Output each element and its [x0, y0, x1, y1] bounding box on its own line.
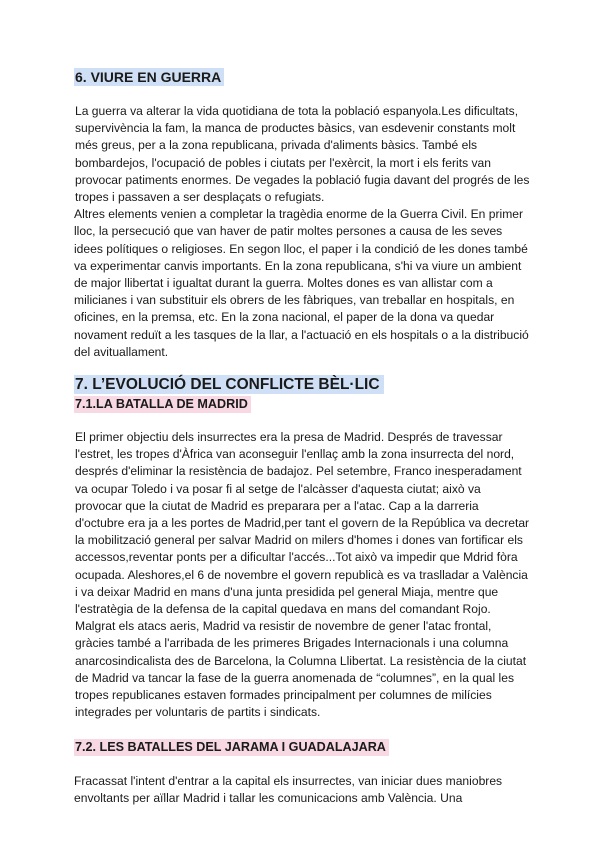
subsection-7-2-heading-wrap	[74, 738, 530, 756]
subsection-7-1-paragraph: El primer objectiu dels insurrectes era la presa de Madrid. Després de travessar l'estret, les tropes d'Àfrica van aconseguir l'enllaç amb la zona insurrecta del nord, després d'eliminar la resistència de badajoz. Pel setembre, Franco inesperadament va ocupar Toledo i va posar fi al setge de l'alcàsser d'aquesta ciutat; això va provocar que la ciutat de Madrid es preparara per a l'atac. Cap a la darreria d'octubre era ja a les portes de Madrid,per tant el govern de la República va decretar la mobilització general per salvar Madrid on milers d'homes i dones van fortificar els accessos,reventar ponts per a dificultar l'accés...Tot això va impedir que Mdrid fòra ocupada. Aleshores,el 6 de novembre el govern republicà es va traslladar a València i va deixar Madrid en mans d'una junta presidida pel general Miaja, mentre que l'estratègia de la defensa de la capital quedava en mans del comandant Rojo. Malgrat els atacs aeris, Madrid va resistir de novembre de gener l'atac frontal, gràcies també a l'arribada de les primeres Brigades Internacionals i una columna anarcosindicalista des de Barcelona, la Columna Llibertat. La resistència de la ciutat de Madrid va tancar la fase de la guerra anomenada de “columnes”, en la qual les tropes republicanes estaven formades principalment per columnes de milícies integrades per voluntaris de partits i sindicats.	[75, 430, 530, 720]
subsection-7-1-heading-wrap	[74, 395, 530, 413]
section-6-heading: 6. VIURE EN GUERRA	[74, 68, 224, 86]
subsection-7-2-heading: 7.2. LES BATALLES DEL JARAMA I GUADALAJARA	[74, 739, 389, 756]
section-6-paragraph-2: Altres elements venien a completar la tragèdia enorme de la Guerra Civil. En primer lloc, la persecució que van haver de patir moltes persones a causa de les seves idees polítiques o religioses. En segon lloc, el paper i la condició de les dones també va experimentar canvis importants. En la zona republicana, s'hi va viure un ambient de major llibertat i igualtat durant la guerra. Moltes dones es van allistar com a milicianes i van substituir els obrers de les fàbriques, van treballar en hospitals, en oficines, en la premsa, etc. En la zona nacional, el paper de la dona va quedar novament reduït a les tasques de la llar, a l'actuació en els hospitals o a la distribució del avituallament.	[74, 207, 529, 359]
section-7-heading-wrap	[74, 375, 530, 394]
section-6-heading-wrap	[74, 68, 530, 87]
section-7-heading: 7. L’EVOLUCIÓ DEL CONFLICTE BÈL·LIC	[74, 375, 384, 394]
subsection-7-1-heading: 7.1.LA BATALLA DE MADRID	[74, 396, 251, 413]
subsection-7-2-paragraph: Fracassat l'intent d'entrar a la capital els insurrectes, van iniciar dues maniobres envoltants per aïllar Madrid i tallar les comunicacions amb València. Una	[74, 773, 503, 805]
section-6-paragraph-1: La guerra va alterar la vida quotidiana de tota la població espanyola.Les dificultats, supervivència la fam, la manca de productes bàsics, van esdevenir constants molt més greus, per a la zona republicana, privada d'aliments bàsics. També els bombardejos, l'ocupació de pobles i ciutats per l'exèrcit, la mort i els ferits van provocar patiments enormes. De vegades la població fugia davant del progrés de les tropes i passaven a ser desplaçats o refugiats.	[75, 104, 530, 205]
